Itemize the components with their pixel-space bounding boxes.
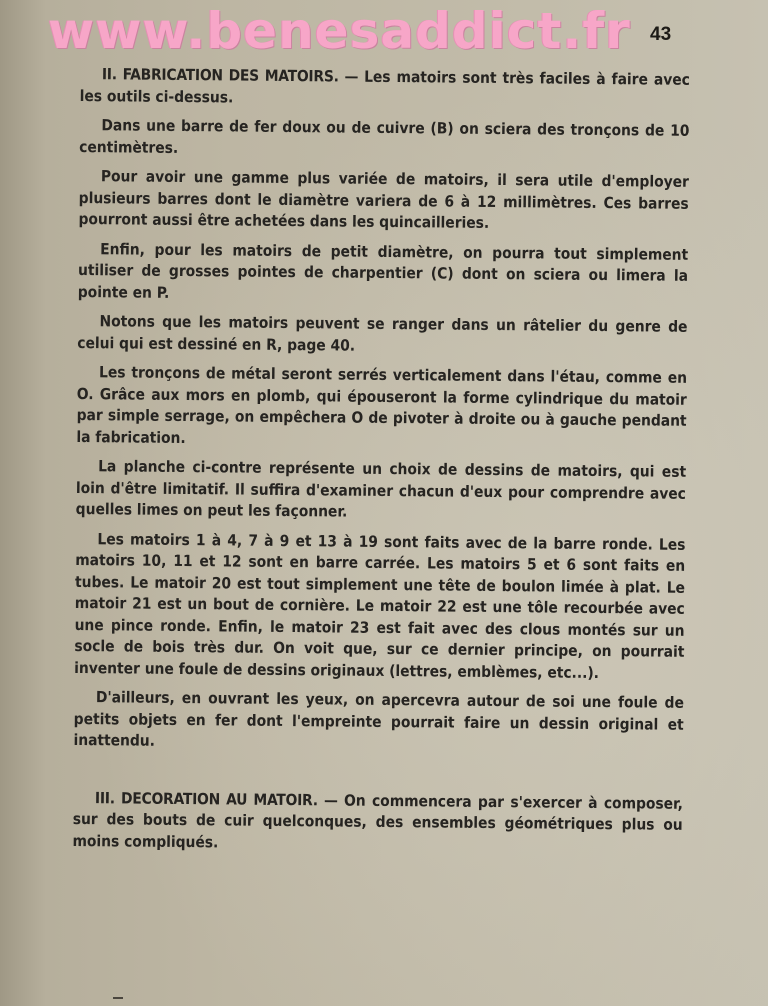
- paragraph: [76, 456, 687, 526]
- paragraph: [77, 311, 687, 360]
- paragraph: [79, 115, 689, 164]
- paragraph-text: Enfin, pour les matoirs de petit diamètre, on pourra tout simplement utiliser de grosses pointes de charpentier (C) dont on sciera ou limera la pointe en P.: [77, 239, 689, 302]
- paragraph-text: Les matoirs 1 à 4, 7 à 9 et 13 à 19 sont faits avec de la barre ronde. Les matoirs 10, 11 et 12 sont en barre carrée. Les matoirs 5 et 6 sont faits en tubes. Le matoir 20 est tout simplement une tête de boulon limée à plat. Le matoir 21 est un bout de cornière. Le matoir 22 est une tôle recourbée avec une pince ronde. Enfin, le matoir 23 est fait avec des clous montés sur un socle de bois très dur. On voit que, sur ce dernier principe, on pourrait inventer une foule de dessins originaux (lettres, emblèmes, etc...).: [74, 529, 686, 682]
- paragraph: [78, 238, 689, 308]
- paragraph-text: Les tronçons de métal seront serrés verticalement dans l'étau, comme en O. Grâce aux mors en plomb, qui épouseront la forme cylindrique du matoir par simple serrage, on empêchera O de pivoter à droite ou à gauche pendant la fabrication.: [76, 363, 688, 447]
- page-number: 43: [650, 24, 672, 45]
- paragraph: [74, 528, 685, 684]
- paragraph: [73, 687, 684, 757]
- paragraph-text: Les matoirs sont très faciles à faire avec les outils ci-dessus.: [79, 67, 690, 106]
- ink-speck: [113, 997, 123, 999]
- paragraph: [78, 166, 689, 236]
- watermark-url: www.benesaddict.fr: [48, 2, 631, 60]
- body-text: [72, 64, 690, 866]
- paragraph-text: On commencera par s'exercer à composer, sur des bouts de cuir quelconques, des ensembles géométriques plus ou moins compliqués.: [72, 791, 684, 851]
- section-heading-ii: II. FABRICATION DES MATOIRS. —: [101, 65, 359, 86]
- paragraph-text: D'ailleurs, en ouvrant les yeux, on apercevra autour de soi une foule de petits objets en fer dont l'empreinte pourrait faire un dessin original et inattendu.: [73, 688, 684, 750]
- paragraph-text: Pour avoir une gamme plus variée de matoirs, il sera utile d'employer plusieurs barres dont le diamètre variera de 6 à 12 millimètres. Ces barres pourront aussi être achetées dans les quincailleries.: [78, 167, 689, 232]
- paragraph: [76, 362, 687, 454]
- paragraph-section-ii-intro: [80, 64, 690, 113]
- paragraph-text: Dans une barre de fer doux ou de cuivre (B) on sciera des tronçons de 10 centimètres.: [79, 116, 690, 157]
- paragraph-text: Notons que les matoirs peuvent se ranger dans un râtelier du genre de celui qui est dessiné en R, page 40.: [77, 312, 688, 355]
- paragraph-text: La planche ci-contre représente un choix de dessins de matoirs, qui est loin d'être limitatif. Il suffira d'examiner chacun d'eux pour comprendre avec quelles limes on peut les façonner.: [75, 457, 687, 521]
- paragraph-section-iii-intro: [72, 787, 683, 857]
- section-heading-iii: III. DECORATION AU MATOIR. —: [94, 788, 338, 810]
